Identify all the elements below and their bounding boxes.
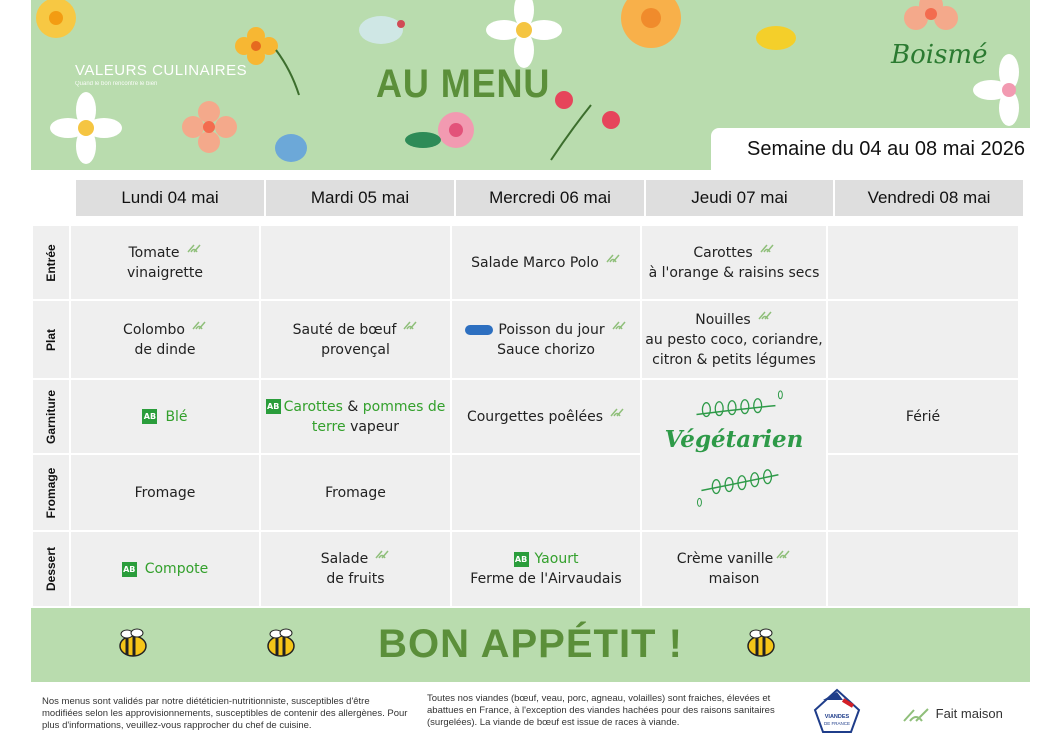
row-garniture (33, 380, 1018, 455)
week-label: Semaine du 04 au 08 mai 2026 (747, 138, 1025, 160)
menu-cell: AB Yaourt Ferme de l'Airvaudais (450, 532, 640, 608)
menu-cell: Sauté de bœuf provençal (259, 301, 450, 380)
menu-cell: Colombo de dinde (69, 301, 259, 380)
menu-cell: AB Carottes & pommes de terre vapeur (259, 380, 450, 455)
menu-cell (826, 532, 1018, 608)
menu-cell (826, 301, 1018, 380)
menu-cell: Tomate vinaigrette (69, 226, 259, 301)
leaf-icon (609, 407, 625, 417)
row-label: Garniture (33, 380, 69, 455)
day-header: Jeudi 07 mai (646, 180, 835, 216)
row-label: Entrée (33, 226, 69, 301)
fait-maison-legend (902, 706, 1003, 723)
leaf-icon (775, 549, 791, 559)
menu-cell: Carottes à l'orange & raisins secs (640, 226, 826, 301)
row-entree (33, 226, 1018, 301)
bee-icon (743, 626, 779, 662)
leaf-icon (605, 253, 621, 263)
menu-cell: Courgettes poêlées (450, 380, 640, 455)
leaf-icon (759, 243, 775, 253)
menu-cell: AB Compote (69, 532, 259, 608)
leaf-icon (757, 310, 773, 320)
menu-cell: AB Blé (69, 380, 259, 455)
week-box (711, 128, 1030, 170)
row-plat (33, 301, 1018, 380)
row-label: Fromage (33, 455, 69, 532)
organic-label-icon: AB (122, 562, 137, 577)
row-dessert (33, 532, 1018, 608)
school-logo-text: Boismé (891, 40, 988, 70)
row-fromage (33, 455, 1018, 532)
disclaimer-text: Nos menus sont validés par notre diététicien-nutritionniste, susceptibles d'être modifiées selon les approvisionnements, susceptibles de contenir des allergènes. Pour plus d'informations, veuillez-vous rapprocher du chef de cuisine. (42, 696, 408, 731)
menu-cell: Fromage (69, 455, 259, 532)
bon-appetit-title: BON APPÉTIT ! (378, 622, 683, 666)
menu-cell: Poisson du jour Sauce chorizo (450, 301, 640, 380)
meat-origin-text: Toutes nos viandes (bœuf, veau, porc, agneau, volailles) sont fraiches, élevées et abattues en France, à l'exception des viandes hachées pour des raisons sanitaires (surgelées). La viande de bœuf est issue de races à viande. (427, 693, 775, 728)
day-header: Mardi 05 mai (266, 180, 456, 216)
leaf-icon (374, 549, 390, 559)
organic-label-icon: AB (266, 399, 281, 414)
menu-cell: Fromage (259, 455, 450, 532)
organic-label-icon: AB (142, 409, 157, 424)
menu-title: AU MENU (376, 62, 551, 106)
row-label: Dessert (33, 532, 69, 608)
svg-text:VIANDES: VIANDES (824, 714, 850, 720)
bon-appetit-band (31, 608, 1030, 682)
day-header: Vendredi 08 mai (835, 180, 1023, 216)
menu-cell (259, 226, 450, 301)
leaf-icon (611, 320, 627, 330)
menu-cell (450, 455, 640, 532)
organic-label-icon: AB (514, 552, 529, 567)
fait-maison-label: Fait maison (935, 706, 1003, 721)
svg-text:DE FRANCE: DE FRANCE (823, 721, 851, 726)
menu-cell: Nouilles au pesto coco, coriandre, citron & petits légumes (640, 301, 826, 380)
leaf-icon (191, 320, 207, 330)
menu-cell: Férié (826, 380, 1018, 455)
menu-cell: Crème vanille maison (640, 532, 826, 608)
menu-cell (826, 226, 1018, 301)
school-logo (891, 40, 988, 70)
menu-cell (826, 455, 1018, 532)
menu-cell: Salade de fruits (259, 532, 450, 608)
viandes-de-france-logo (813, 688, 861, 734)
day-headers (76, 180, 1023, 216)
day-header: Mercredi 06 mai (456, 180, 646, 216)
leaf-icon (902, 707, 932, 723)
day-header: Lundi 04 mai (76, 180, 266, 216)
brand-title: VALEURS CULINAIRES (75, 62, 248, 79)
header-banner (31, 0, 1030, 170)
menu-cell: Salade Marco Polo (450, 226, 640, 301)
row-label: Plat (33, 301, 69, 380)
vegetarian-label: Végétarien (664, 426, 804, 453)
fish-label-icon (465, 325, 493, 335)
leaf-icon (186, 243, 202, 253)
leaf-icon (402, 320, 418, 330)
brand-logo (75, 62, 247, 87)
brand-tagline: Quand le bon rencontre le bien (75, 81, 158, 87)
